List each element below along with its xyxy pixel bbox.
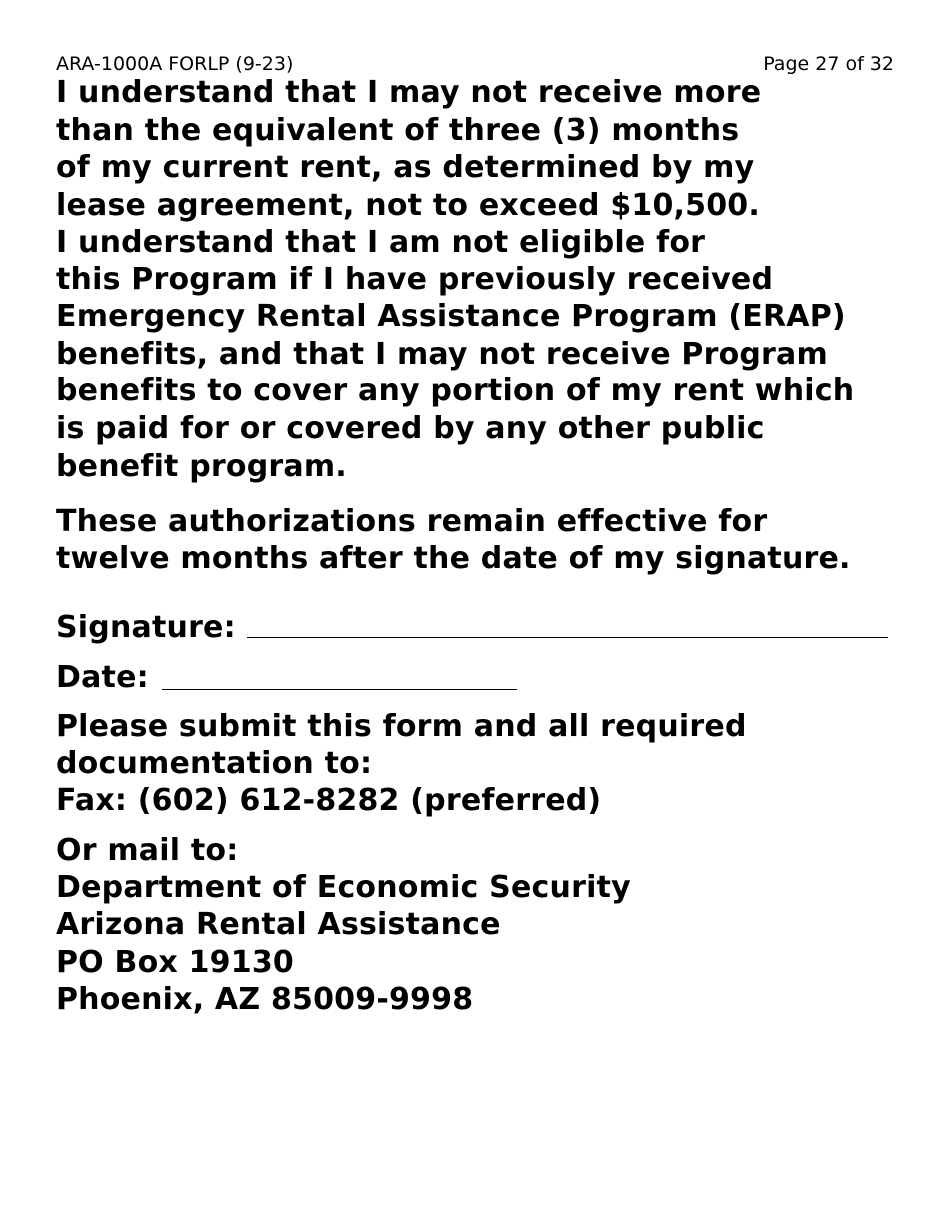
- paragraph-line: lease agreement, not to exceed $10,500.: [56, 188, 760, 223]
- address-line: Or mail to:: [56, 833, 239, 868]
- paragraph-line: benefits, and that I may not receive Program: [56, 337, 828, 372]
- paragraph-line: I understand that I am not eligible for: [56, 225, 706, 260]
- address-line: Arizona Rental Assistance: [56, 907, 501, 942]
- paragraph-line: this Program if I have previously received: [56, 262, 774, 297]
- instruction-line: Please submit this form and all required: [56, 709, 747, 744]
- page-number: Page 27 of 32: [763, 53, 894, 75]
- paragraph-line: than the equivalent of three (3) months: [56, 113, 740, 148]
- instruction-line: documentation to:: [56, 746, 373, 781]
- fax-line: Fax: (602) 612-8282 (preferred): [56, 783, 602, 818]
- signature-field[interactable]: [247, 637, 888, 638]
- address-line: PO Box 19130: [56, 945, 294, 980]
- paragraph-line: is paid for or covered by any other public: [56, 411, 765, 446]
- address-line: Phoenix, AZ 85009-9998: [56, 982, 474, 1017]
- form-code: ARA-1000A FORLP (9-23): [56, 53, 294, 75]
- date-field[interactable]: [162, 689, 517, 690]
- paragraph-line: benefits to cover any portion of my rent which: [56, 373, 855, 408]
- paragraph-line: Emergency Rental Assistance Program (ERAP): [56, 299, 846, 334]
- address-line: Department of Economic Security: [56, 870, 631, 905]
- paragraph-line: twelve months after the date of my signature.: [56, 541, 851, 576]
- paragraph-line: I understand that I may not receive more: [56, 75, 762, 110]
- paragraph-line: benefit program.: [56, 449, 347, 484]
- paragraph-line: of my current rent, as determined by my: [56, 150, 755, 185]
- date-label: Date:: [56, 660, 149, 695]
- paragraph-line: These authorizations remain effective for: [56, 504, 768, 539]
- signature-label: Signature:: [56, 610, 236, 645]
